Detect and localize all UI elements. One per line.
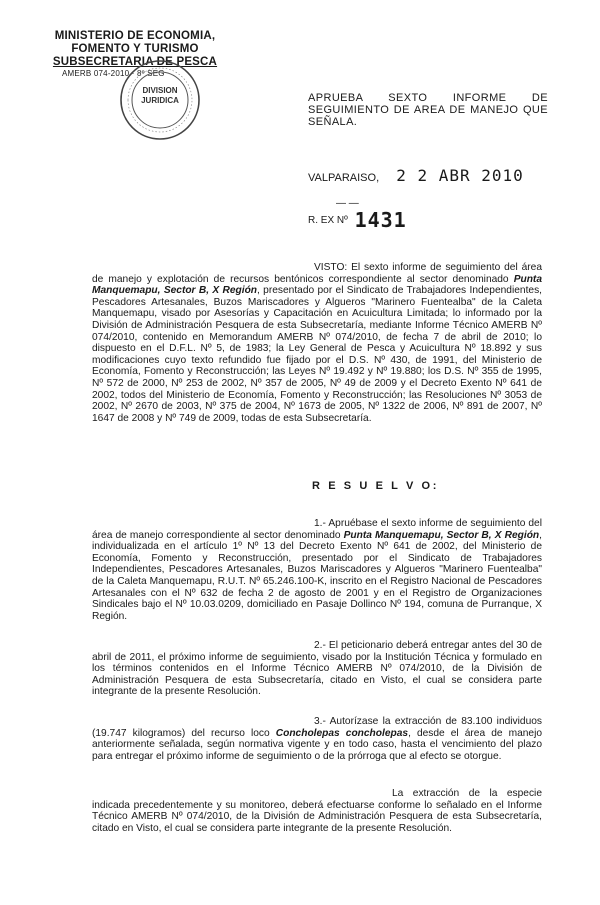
visto-text-2: , presentado por el Sindicato de Trabajadores Independientes, Pescadores Artesanales, Buzos Mariscadores y Algueros "Marinero Fuentealba" de la Caleta Manquemapu, visado por Asesorías y Capacitación en Acuicultura Limitada; lo informado por la División de Administración Pesquera de esta Subsecretaría, mediante Informe Técnico AMERB Nº 074/2010, contenido en Memorandum AMERB Nº 074/2010, de fecha 7 de abril de 2010; lo dispuesto en el D.F.L. Nº 5, de 1983; la Ley General de Pesca y Acuicultura Nº 18.892 y sus modificaciones cuyo texto refundido fue fijado por el D.S. Nº 430, de 1991, del Ministerio de Economía, Fomento y Reconstrucción; las Leyes Nº 19.492 y Nº 19.880; los D.S. Nº 355 de 1995, Nº 572 de 2000, Nº 253 de 2002, Nº 357 de 2005, Nº 49 de 2009 y el Decreto Exento Nº 641 de 2002, todos del Ministerio de Economía, Fomento y Reconstrucción; las Resoluciones Nº 3053 de 2002, Nº 2670 de 2003, Nº 375 de 2004, Nº 1673 de 2005, Nº 1322 de 2006, Nº 891 de 2007, Nº 1647 de 2008 y Nº 749 de 2009, todas de esta Subsecretaría. (92, 285, 542, 424)
article-1-text-1: 1.- Apruébase el sexto informe de seguimiento del área de manejo correspondiente al sector denominado (92, 518, 542, 541)
visto-sector: Punta Manquemapu, Sector B, X Región (92, 273, 542, 297)
date-stamp: 2 2 ABR 2010 (396, 166, 524, 185)
place-name: VALPARAISO, (308, 172, 380, 184)
stamp-line-division: DIVISION (142, 86, 178, 95)
resolution-number (308, 198, 407, 232)
article-1-paragraph (92, 518, 542, 622)
article-1-text-2: , individualizada en el artículo 1º Nº 13 del Decreto Exento Nº 641 de 2002, del Ministerio de Economía, Fomento y Reconstrucción, presentado por el Sindicato de Trabajadores Independientes, Pescadores Artesanales, Buzos Mariscadores y Algueros "Marinero Fuentealba" de la Caleta Manquemapu, R.U.T. Nº 65.246.100-K, inscrito en el Registro Nacional de Pescadores Artesanales con el Nº 632 de fecha 2 de agosto de 2001 y en el Registro de Organizaciones Sindicales bajo el Nº 10.03.0209, domiciliado en Pasaje Dollinco Nº 194, comuna de Purranque, X Región. (92, 529, 542, 622)
resolution-dash: — — (336, 198, 359, 209)
ministry-name: MINISTERIO DE ECONOMIA, (54, 30, 216, 42)
subject-line-3: SEÑALA. (308, 116, 358, 128)
division-stamp (118, 58, 202, 142)
stamp-text (118, 86, 202, 106)
visto-label: VISTO: (314, 262, 348, 273)
resolution-number-value: 1431 (354, 208, 407, 232)
article-3-continuation-paragraph: La extracción de la especie indicada precedentemente y su monitoreo, deberá efectuarse conforme lo señalado en el Informe Técnico AMERB Nº 074/2010, de la División de Administración Pesquera de esta Subsecretaría, citado en Visto, el cual se considera parte integrante de la presente Resolución. (92, 788, 542, 834)
article-3-paragraph (92, 716, 542, 762)
resolution-prefix: R. EX Nº (308, 215, 348, 226)
article-2-paragraph: 2.- El peticionario deberá entregar antes del 30 de abril de 2011, el próximo informe de seguimiento, visado por la Institución Técnica y formulado en los términos contenidos en el Informe Técnico AMERB Nº 074/2010, de la División de Administración Pesquera de esta Subsecretaría, citado en Visto, el cual se considera parte integrante de la presente Resolución. (92, 640, 542, 698)
visto-text-1: El sexto informe de seguimiento del área de manejo y explotación de recursos bentónicos correspondiente al sector denominado (92, 262, 542, 285)
undersecretariat-name: SUBSECRETARIA DE PESCA (52, 56, 218, 68)
resuelvo-heading: R E S U E L V O: (312, 480, 439, 492)
article-3-species: Concholepas concholepas (275, 727, 409, 739)
article-3-text-2: , desde el área de manejo anteriormente señalada, según normativa vigente y en todo caso, hasta el vencimiento del plazo para entregar el próximo informe de seguimiento o de la prórroga que al efecto se otorgue. (92, 727, 543, 762)
stamp-line-juridica: JURIDICA (141, 96, 179, 105)
subject-line-1: APRUEBA SEXTO INFORME DE (308, 92, 548, 104)
article-1-sector: Punta Manquemapu, Sector B, X Región (343, 529, 540, 541)
visto-paragraph (92, 262, 542, 424)
ministry-subtitle: FOMENTO Y TURISMO (71, 43, 199, 55)
place-and-date (308, 166, 524, 185)
reference-code: AMERB 074-2010 · 8º SEG (62, 69, 165, 78)
article-3-text-1: 3.- Autorízase la extracción de 83.100 individuos (19.747 kilogramos) del recurso loco (92, 716, 542, 739)
subject-line-2: SEGUIMIENTO DE AREA DE MANEJO QUE (308, 104, 548, 116)
